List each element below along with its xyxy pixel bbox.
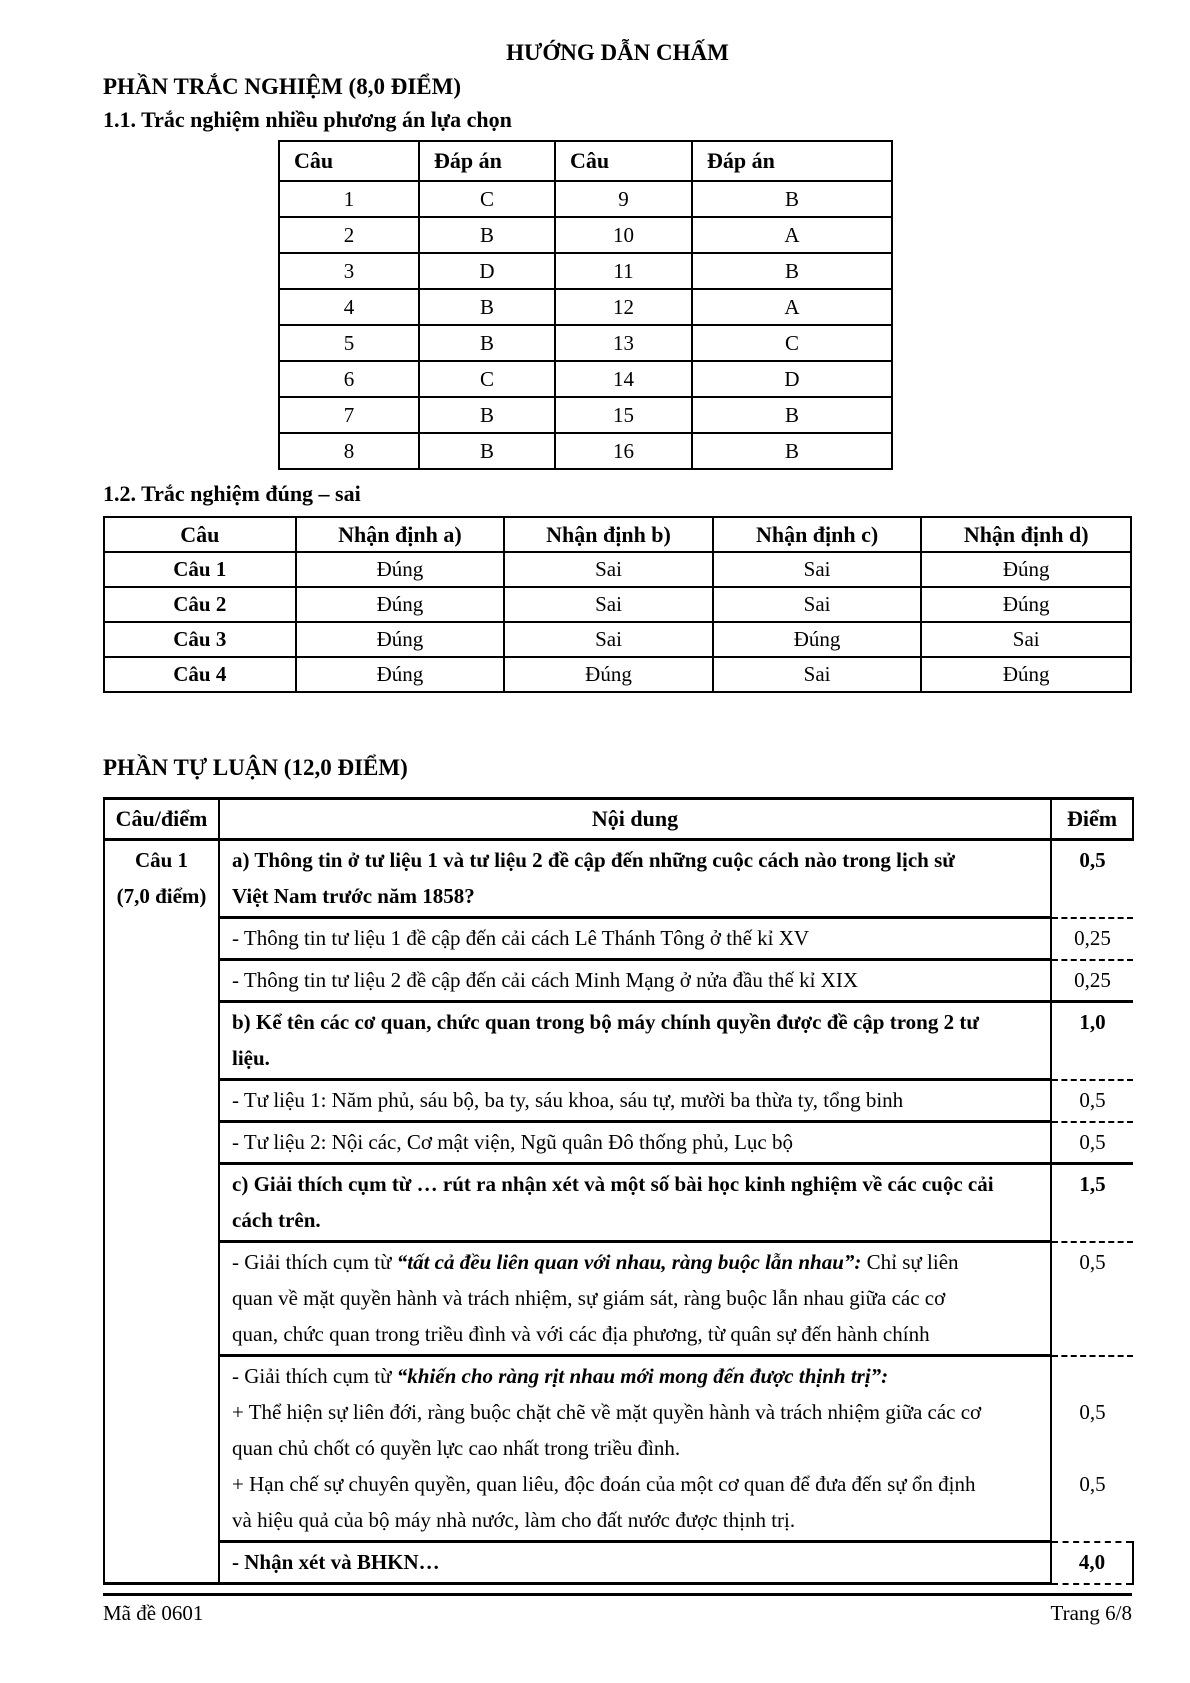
rubric-row-a1 xyxy=(104,918,1133,960)
question-number: 1 xyxy=(279,181,419,217)
table-row xyxy=(279,397,892,433)
score-cell xyxy=(1051,1356,1133,1542)
content-line xyxy=(232,1358,995,1394)
rubric-row-c xyxy=(104,1164,1133,1242)
column-header: Câu xyxy=(104,517,296,552)
rubric-row-b1 xyxy=(104,1080,1133,1122)
question-number: 15 xyxy=(555,397,692,433)
judgement-cell: Đúng xyxy=(921,657,1131,692)
content-text: - Giải thích cụm từ xyxy=(232,1250,397,1274)
answer-cell: B xyxy=(419,289,555,325)
judgement-cell: Đúng xyxy=(921,587,1131,622)
column-header: Câu xyxy=(555,141,692,181)
table-row xyxy=(279,325,892,361)
column-header: Nhận định a) xyxy=(296,517,505,552)
question-label xyxy=(104,840,219,1584)
score-cell: 0,25 xyxy=(1051,918,1133,960)
rubric-row-c2 xyxy=(104,1356,1133,1542)
question-number: 13 xyxy=(555,325,692,361)
rubric-row-b xyxy=(104,1002,1133,1080)
judgement-cell: Sai xyxy=(713,657,922,692)
content-line: + Hạn chế sự chuyên quyền, quan liêu, độc đoán của một cơ quan để đưa đến sự ổn định và hiệu quả của bộ máy nhà nước, làm cho đất nước được thịnh trị. xyxy=(232,1472,976,1532)
judgement-cell: Sai xyxy=(504,622,713,657)
subsection-heading-1-1: 1.1. Trắc nghiệm nhiều phương án lựa chọn xyxy=(103,107,512,132)
answer-cell: B xyxy=(692,181,892,217)
column-header: Nhận định c) xyxy=(713,517,922,552)
column-header: Nội dung xyxy=(219,799,1051,840)
table-row xyxy=(279,361,892,397)
score-cell: 0,25 xyxy=(1051,960,1133,1002)
score-cell: 0,5 xyxy=(1051,840,1133,918)
content-cell: - Nhận xét và BHKN… xyxy=(219,1542,1051,1584)
content-text: - Giải thích cụm từ xyxy=(232,1364,397,1388)
judgement-cell: Đúng xyxy=(296,657,505,692)
column-header: Nhận định b) xyxy=(504,517,713,552)
footer-page-number: Trang 6/8 xyxy=(1050,1601,1132,1625)
judgement-cell: Sai xyxy=(713,587,922,622)
footer-exam-code: Mã đề 0601 xyxy=(103,1601,204,1625)
column-header: Đáp án xyxy=(419,141,555,181)
content-cell: - Tư liệu 2: Nội các, Cơ mật viện, Ngũ quân Đô thống phủ, Lục bộ xyxy=(219,1122,1051,1164)
page-title: HƯỚNG DẪN CHẤM xyxy=(506,40,729,65)
answer-cell: B xyxy=(692,433,892,469)
answer-cell: B xyxy=(419,433,555,469)
quoted-phrase: “khiến cho ràng rịt nhau mới mong đến được thịnh trị”: xyxy=(396,1364,889,1388)
content-text: Chỉ sự liên quan về mặt quyền hành và trách nhiệm, sự giám sát, ràng buộc lẫn nhau giữa các cơ quan, chức quan trong triều đình và với các địa phương, từ quân sự đến hành chính xyxy=(232,1250,959,1346)
question-number: 5 xyxy=(279,325,419,361)
page-footer xyxy=(103,1593,1132,1626)
judgement-cell: Sai xyxy=(504,587,713,622)
answer-cell: B xyxy=(692,397,892,433)
question-number: 12 xyxy=(555,289,692,325)
score-cell: 0,5 xyxy=(1051,1242,1133,1356)
table-header-row xyxy=(279,141,892,181)
table-header-row xyxy=(104,517,1131,552)
content-cell xyxy=(219,1242,1051,1356)
score-value: 0,5 xyxy=(1079,1471,1106,1496)
answer-cell: D xyxy=(692,361,892,397)
judgement-cell: Đúng xyxy=(504,657,713,692)
judgement-cell: Đúng xyxy=(296,622,505,657)
rubric-row-a xyxy=(104,840,1133,918)
judgement-cell: Đúng xyxy=(296,587,505,622)
question-label: Câu 3 xyxy=(104,622,296,657)
answer-cell: B xyxy=(419,325,555,361)
content-cell xyxy=(219,1356,1051,1542)
question-number: 14 xyxy=(555,361,692,397)
score-value: 0,5 xyxy=(1079,1399,1106,1424)
answer-cell: D xyxy=(419,253,555,289)
question-label: Câu 4 xyxy=(104,657,296,692)
rubric-row-b2 xyxy=(104,1122,1133,1164)
column-header: Nhận định d) xyxy=(921,517,1131,552)
content-cell: - Tư liệu 1: Năm phủ, sáu bộ, ba ty, sáu khoa, sáu tự, mười ba thừa ty, tổng binh xyxy=(219,1080,1051,1122)
score-cell: 1,0 xyxy=(1051,1002,1133,1080)
answer-cell: B xyxy=(419,397,555,433)
content-cell: a) Thông tin ở tư liệu 1 và tư liệu 2 đề cập đến những cuộc cách nào trong lịch sử Việt Nam trước năm 1858? xyxy=(219,840,1051,918)
judgement-cell: Sai xyxy=(713,552,922,587)
table-row xyxy=(104,622,1131,657)
document-page xyxy=(103,38,1132,1585)
question-number: 2 xyxy=(279,217,419,253)
table-row xyxy=(279,253,892,289)
table-row xyxy=(279,217,892,253)
judgement-cell: Đúng xyxy=(713,622,922,657)
content-cell: - Thông tin tư liệu 1 đề cập đến cải cách Lê Thánh Tông ở thế kỉ XV xyxy=(219,918,1051,960)
content-line: + Thể hiện sự liên đới, ràng buộc chặt chẽ về mặt quyền hành và trách nhiệm giữa các cơ quan chủ chốt có quyền lực cao nhất trong triều đình. xyxy=(232,1400,982,1460)
score-cell: 1,5 xyxy=(1051,1164,1133,1242)
answer-cell: B xyxy=(692,253,892,289)
column-header: Câu/điểm xyxy=(104,799,219,840)
quoted-phrase: “tất cả đều liên quan với nhau, ràng buộc lẫn nhau”: xyxy=(396,1250,862,1274)
rubric-row-a2 xyxy=(104,960,1133,1002)
table-row xyxy=(104,587,1131,622)
question-points: (7,0 điểm) xyxy=(116,884,207,908)
judgement-cell: Sai xyxy=(921,622,1131,657)
question-number: 16 xyxy=(555,433,692,469)
answer-cell: C xyxy=(419,181,555,217)
table-row xyxy=(104,552,1131,587)
judgement-cell: Đúng xyxy=(296,552,505,587)
content-cell: - Thông tin tư liệu 2 đề cập đến cải cách Minh Mạng ở nửa đầu thế kỉ XIX xyxy=(219,960,1051,1002)
answer-cell: A xyxy=(692,289,892,325)
subsection-heading-1-2: 1.2. Trắc nghiệm đúng – sai xyxy=(103,481,361,506)
content-cell: c) Giải thích cụm từ … rút ra nhận xét và một số bài học kinh nghiệm về các cuộc cải cách trên. xyxy=(219,1164,1051,1242)
question-number: 7 xyxy=(279,397,419,433)
answer-cell: B xyxy=(419,217,555,253)
table-row xyxy=(279,433,892,469)
question-number: 8 xyxy=(279,433,419,469)
rubric-row-c1 xyxy=(104,1242,1133,1356)
question-number: Câu 1 xyxy=(134,848,189,872)
judgement-cell: Sai xyxy=(504,552,713,587)
true-false-table xyxy=(103,516,1132,693)
score-cell: 4,0 xyxy=(1051,1542,1133,1584)
table-row xyxy=(104,657,1131,692)
question-number: 3 xyxy=(279,253,419,289)
question-label: Câu 2 xyxy=(104,587,296,622)
section-heading-multiple-choice: PHẦN TRẮC NGHIỆM (8,0 ĐIỂM) xyxy=(103,74,461,99)
column-header: Câu xyxy=(279,141,419,181)
column-header: Đáp án xyxy=(692,141,892,181)
answer-key-table xyxy=(278,140,893,470)
answer-cell: A xyxy=(692,217,892,253)
question-number: 9 xyxy=(555,181,692,217)
question-label: Câu 1 xyxy=(104,552,296,587)
column-header: Điểm xyxy=(1051,799,1133,840)
table-header-row xyxy=(104,799,1133,840)
question-number: 6 xyxy=(279,361,419,397)
judgement-cell: Đúng xyxy=(921,552,1131,587)
score-cell: 0,5 xyxy=(1051,1080,1133,1122)
answer-cell: C xyxy=(419,361,555,397)
table-row xyxy=(279,289,892,325)
table-row xyxy=(279,181,892,217)
essay-rubric-table xyxy=(103,797,1134,1585)
question-number: 10 xyxy=(555,217,692,253)
answer-cell: C xyxy=(692,325,892,361)
score-cell: 0,5 xyxy=(1051,1122,1133,1164)
question-number: 4 xyxy=(279,289,419,325)
rubric-row-d xyxy=(104,1542,1133,1584)
section-heading-essay: PHẦN TỰ LUẬN (12,0 ĐIỂM) xyxy=(103,755,408,780)
content-cell: b) Kể tên các cơ quan, chức quan trong bộ máy chính quyền được đề cập trong 2 tư liệu. xyxy=(219,1002,1051,1080)
question-number: 11 xyxy=(555,253,692,289)
